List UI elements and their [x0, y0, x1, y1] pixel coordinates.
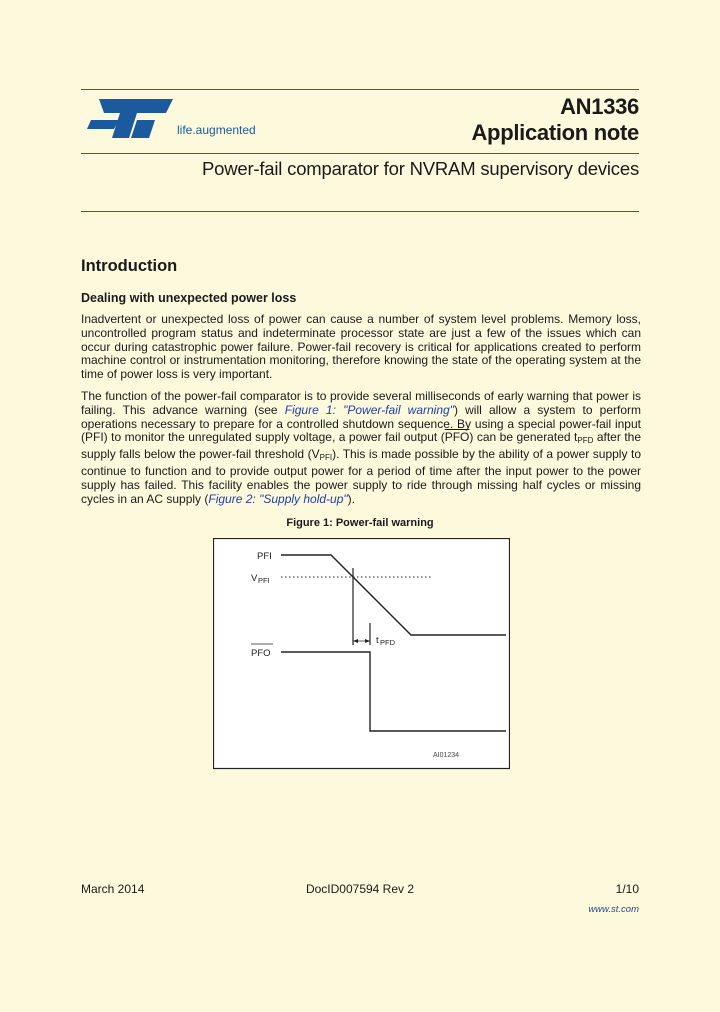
- figure-caption: Figure 1: Power-fail warning: [286, 517, 434, 529]
- header-mid-rule: [81, 153, 639, 154]
- footer-page: 1/10: [615, 882, 639, 896]
- label-t: t: [376, 635, 379, 646]
- label-tpfd-sub: PFD: [380, 638, 395, 647]
- figure2-link[interactable]: Figure 2: "Supply hold-up": [208, 491, 348, 506]
- power-fail-figure: [213, 538, 510, 775]
- footer-url[interactable]: www.st.com: [588, 904, 639, 915]
- st-logo: [85, 96, 270, 146]
- label-v: V: [251, 573, 258, 584]
- label-pfi: PFI: [257, 551, 272, 562]
- timing-diagram: [213, 538, 510, 770]
- figure1-link[interactable]: Figure 1: "Power-fail warning": [284, 402, 454, 417]
- figure-code: AI01234: [433, 752, 460, 759]
- section-heading: Introduction: [81, 257, 178, 275]
- doc-number: AN1336: [560, 94, 639, 119]
- doc-title: Power-fail comparator for NVRAM supervisory devices: [201, 158, 639, 179]
- subsection-heading: Dealing with unexpected power loss: [81, 291, 297, 305]
- footer-docid: DocID007594 Rev 2: [305, 882, 415, 896]
- paragraph-2: The function of the power-fail comparator is to provide several milliseconds of early warning that power is failing. This advance warning (see Figure 1: "Power-fail warning") will allow a system to perform operations necessary to prepare for a controlled shutdown sequence. By using a special power-fail input (PFI) to monitor the unregulated supply voltage, a power fail output $(\overline{PFO})$ can be generated $t_{PFD}$ after the supply falls below the power-fail threshold $(V_{PFI})$. This is made possible by the ability of a power supply to continue to function and to provide output power for a period of time after the input power to the power supply has failed. This facility enables the power supply to ride through missing half cycles or missing cycles in an AC supply (Figure 2: "Supply hold-up").: [81, 389, 642, 506]
- label-pfo: PFO: [251, 648, 271, 659]
- header-bottom-rule: [81, 211, 639, 212]
- st-logo-icon: [85, 96, 270, 146]
- footer-date: March 2014: [81, 882, 145, 896]
- pfo-signal: $\overline{PFO}$: [444, 430, 470, 445]
- paragraph-1: Inadvertent or unexpected loss of power can cause a number of system level problems. Memory loss, uncontrolled program status and indeterminate processor state are just a few of the issues which can occur during catastrophic power failure. Power-fail recovery is critical for applications created to perform machine control or instrumentation monitoring, therefore knowing the state of the operating system at the time of power loss is very important.: [81, 312, 641, 382]
- header-top-rule: [81, 89, 639, 90]
- logo-tagline: life.augmented: [177, 123, 256, 137]
- label-vpfi-sub: PFI: [258, 576, 270, 585]
- doc-type: Application note: [471, 120, 639, 145]
